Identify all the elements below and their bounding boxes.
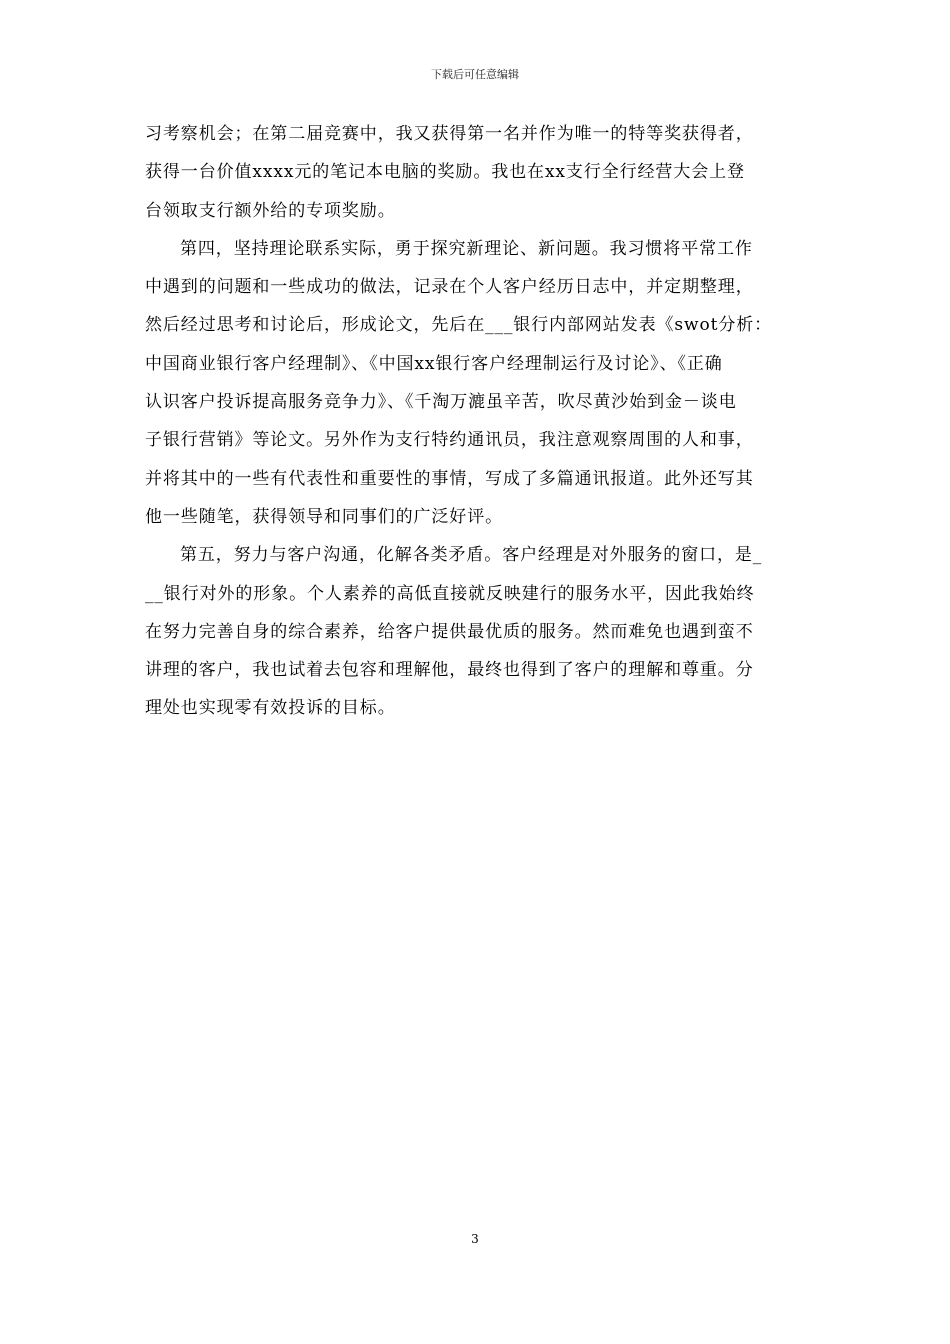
text-line: 然后经过思考和讨论后，形成论文，先后在___银行内部网站发表《swot分析： (145, 315, 773, 336)
page-header: 下载后可任意编辑 (431, 68, 519, 81)
document-body (145, 124, 807, 737)
text-line: 习考察机会；在第二届竞赛中，我又获得第一名并作为唯一的特等奖获得者， (145, 124, 754, 144)
text-line: 理处也实现零有效投诉的目标。 (145, 698, 396, 719)
paragraph-start-line: 第五，努力与客户沟通，化解各类矛盾。客户经理是对外服务的窗口，是_ (180, 545, 763, 566)
text-line: 子银行营销》等论文。另外作为支行特约通讯员，我注意观察周围的人和事， (145, 430, 754, 451)
text-line: 在努力完善自身的综合素养，给客户提供最优质的服务。然而难免也遇到蛮不 (145, 621, 754, 642)
text-line: 并将其中的一些有代表性和重要性的事情，写成了多篇通讯报道。此外还写其 (145, 468, 754, 489)
text-line: __银行对外的形象。个人素养的高低直接就反映建行的服务水平，因此我始终 (145, 583, 755, 604)
text-line: 中国商业银行客户经理制》、《中国xx银行客户经理制运行及讨论》、《正确 (145, 353, 723, 374)
text-line: 获得一台价值xxxx元的笔记本电脑的奖励。我也在xx支行全行经营大会上登 (145, 162, 745, 183)
text-line: 台领取支行额外给的专项奖励。 (145, 200, 396, 221)
text-line: 中遇到的问题和一些成功的做法，记录在个人客户经历日志中，并定期整理， (145, 277, 754, 298)
text-line: 讲理的客户，我也试着去包容和理解他，最终也得到了客户的理解和尊重。分 (145, 660, 754, 681)
text-line: 他一些随笔，获得领导和同事们的广泛好评。 (145, 506, 503, 527)
paragraph-start-line: 第四，坚持理论联系实际，勇于探究新理论、新问题。我习惯将平常工作 (180, 238, 753, 259)
page-number: 3 (471, 1232, 479, 1246)
text-line: 认识客户投诉提高服务竞争力》、《千淘万漉虽辛苦，吹尽黄沙始到金－谈电 (145, 392, 737, 413)
